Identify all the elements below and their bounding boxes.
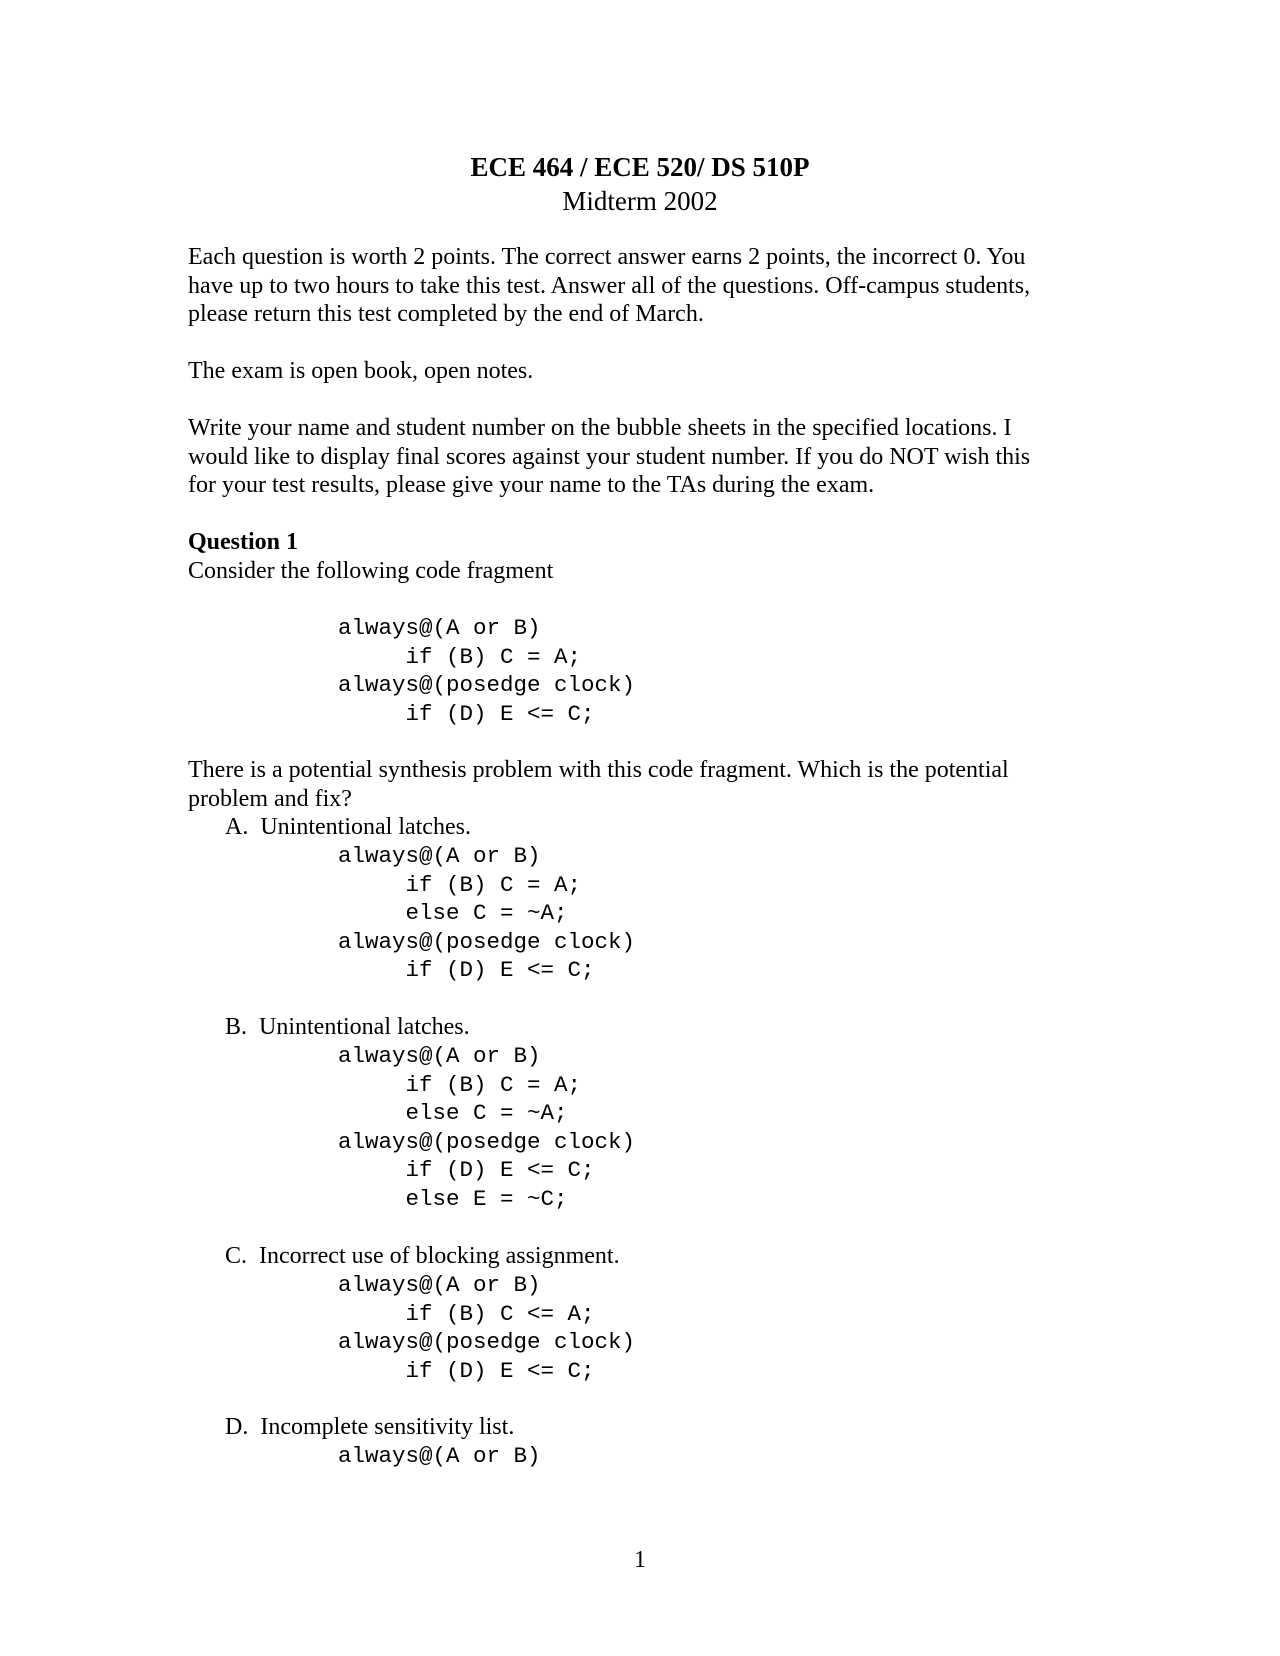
code-line: else C = ~A; <box>338 1100 568 1126</box>
page-subtitle: Midterm 2002 <box>562 186 718 216</box>
code-line: if (B) C = A; <box>338 871 582 898</box>
text-line: The exam is open book, open notes. <box>188 358 534 384</box>
option-d-code <box>338 1442 541 1471</box>
question-heading: Question 1 <box>188 529 299 555</box>
code-line: always@(posedge clock) <box>338 928 636 955</box>
text-line: There is a potential synthesis problem with this code fragment. Which is the potential <box>188 757 1009 783</box>
option-text: Incomplete sensitivity list. <box>260 1414 515 1440</box>
code-line: always@(A or B) <box>338 1443 541 1469</box>
code-line: if (B) C = A; <box>338 643 582 670</box>
text-line: please return this test completed by the end of March. <box>188 301 704 327</box>
text-line: have up to two hours to take this test. Answer all of the questions. Off-campus students, <box>188 272 1031 299</box>
text-line: for your test results, please give your name to the TAs during the exam. <box>188 472 875 498</box>
option-text: Incorrect use of blocking assignment. <box>259 1243 620 1269</box>
option-letter: C. <box>225 1243 248 1269</box>
question-1-intro <box>188 528 1088 585</box>
text-line: would like to display final scores against your student number. If you do NOT wish this <box>188 443 1031 470</box>
code-line: if (B) C = A; <box>338 1071 582 1098</box>
code-line: always@(A or B) <box>338 843 541 869</box>
code-line: if (D) E <= C; <box>338 1357 595 1384</box>
option-letter: B. <box>225 1014 248 1040</box>
code-line: if (D) E <= C; <box>338 957 595 983</box>
code-line: if (D) E <= C; <box>338 700 595 727</box>
option-a-code <box>338 842 635 985</box>
question-prompt: Consider the following code fragment <box>188 557 554 584</box>
option-letter: A. <box>225 814 249 840</box>
page-number: 1 <box>634 1547 646 1573</box>
problem-text <box>188 756 1088 813</box>
code-line: if (D) E <= C; <box>338 1157 595 1183</box>
option-a-label <box>225 813 471 842</box>
question-code-block <box>338 614 635 728</box>
code-line: else E = ~C; <box>338 1185 568 1212</box>
code-line: if (B) C <= A; <box>338 1300 595 1327</box>
code-line: always@(posedge clock) <box>338 1329 636 1355</box>
option-letter: D. <box>225 1414 249 1440</box>
option-text: Unintentional latches. <box>260 814 471 840</box>
option-c-code <box>338 1271 635 1385</box>
option-text: Unintentional latches. <box>259 1014 470 1040</box>
code-line: always@(A or B) <box>338 615 541 641</box>
code-line: always@(A or B) <box>338 1272 541 1298</box>
code-line: else C = ~A; <box>338 900 568 926</box>
option-b-code <box>338 1042 635 1213</box>
name-note-paragraph <box>188 414 1088 500</box>
open-book-paragraph <box>188 357 1088 386</box>
text-line: problem and fix? <box>188 785 352 812</box>
code-line: always@(A or B) <box>338 1043 541 1069</box>
option-c-label <box>225 1242 620 1271</box>
text-line: Write your name and student number on the bubble sheets in the specified locations. I <box>188 415 1012 441</box>
code-line: always@(posedge clock) <box>338 1128 636 1155</box>
option-d-label <box>225 1413 514 1442</box>
instructions-paragraph <box>188 243 1088 329</box>
title-block <box>0 150 1280 218</box>
code-line: always@(posedge clock) <box>338 672 636 698</box>
option-b-label <box>225 1013 470 1042</box>
page-title: ECE 464 / ECE 520/ DS 510P <box>470 152 810 182</box>
text-line: Each question is worth 2 points. The correct answer earns 2 points, the incorrect 0. You <box>188 244 1026 270</box>
